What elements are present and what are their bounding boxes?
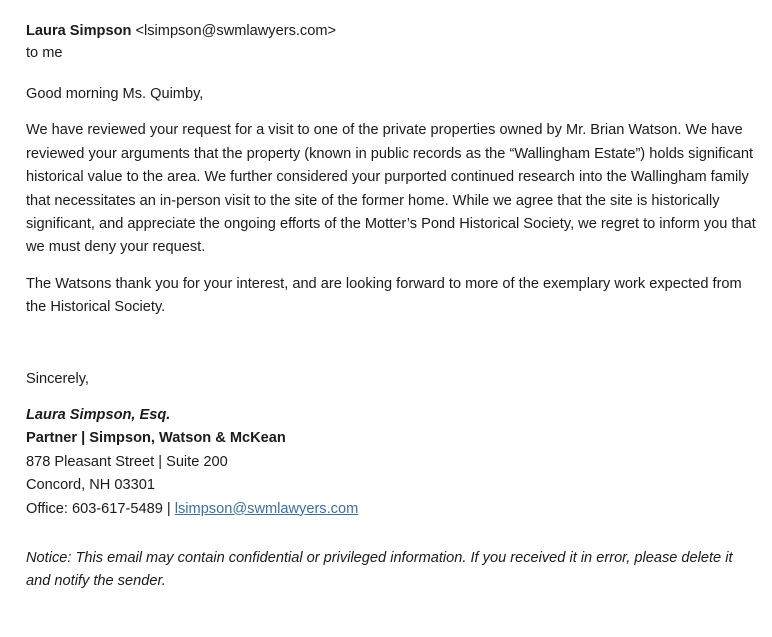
sender-email: <lsimpson@swmlawyers.com> [135, 23, 337, 39]
email-link[interactable]: lsimpson@swmlawyers.com [174, 500, 359, 517]
signature-block [26, 404, 358, 521]
closing: Sincerely, [26, 371, 89, 387]
email-header [26, 20, 336, 64]
recipient-line[interactable]: to me [26, 45, 63, 61]
signature-address-2: Concord, NH 03301 [26, 477, 155, 494]
signature-address-1: 878 Pleasant Street | Suite 200 [26, 453, 228, 470]
signature-title: Partner | Simpson, Watson & McKean [26, 430, 286, 447]
signature-office-line [26, 498, 358, 521]
email-body [26, 83, 756, 320]
greeting: Good morning Ms. Quimby, [26, 86, 204, 102]
office-phone: Office: 603-617-5489 | [26, 500, 175, 517]
sender-name[interactable]: Laura Simpson [26, 23, 132, 39]
signature-name: Laura Simpson, Esq. [26, 407, 171, 423]
confidentiality-notice: Notice: This email may contain confidential or privileged information. If you received it in error, please delete it and notify the sender. [26, 550, 733, 590]
body-paragraph-1: We have reviewed your request for a visit to one of the private properties owned by Mr. Brian Watson. We have reviewed your arguments that the property (known in public records as the “Wallingham Estate”) holds significant historical value to the area. We further considered your purported continued research into the Wallingham family that necessitates an in-person visit to the site of the former home. While we agree that the site is historically significant, and appreciate the ongoing efforts of the Motter’s Pond Historical Society, we regret to inform you that we must deny your request. [26, 122, 756, 256]
body-paragraph-2: The Watsons thank you for your interest, and are looking forward to more of the exemplary work expected from the Historical Society. [26, 275, 742, 316]
